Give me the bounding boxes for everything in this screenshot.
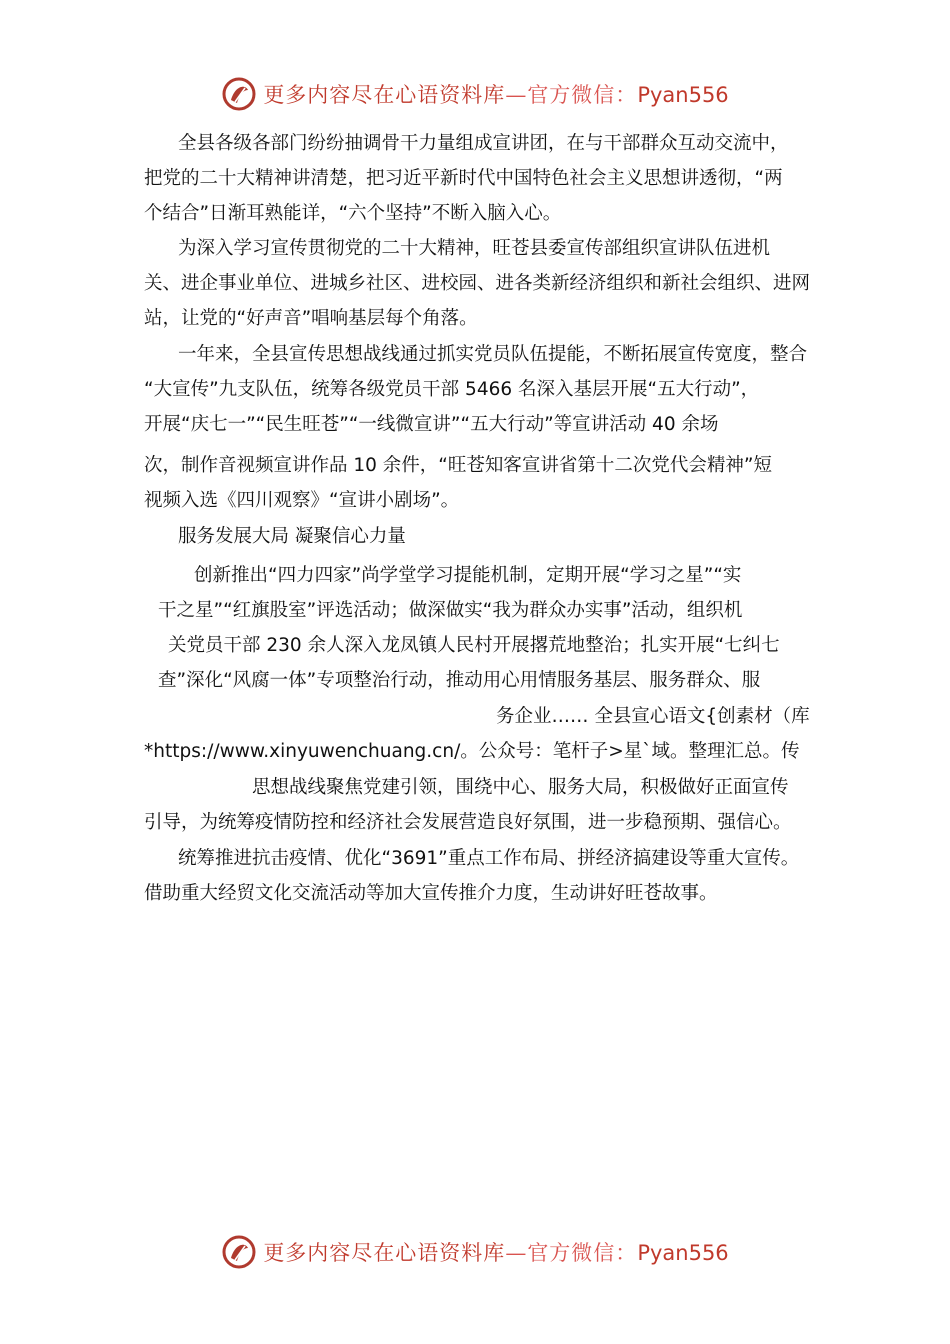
text-line: 借助重大经贸文化交流活动等加大宣传推介力度，生动讲好旺苍故事。	[144, 883, 718, 904]
footer-part2: —官方微信：	[505, 1241, 638, 1265]
seal-logo-icon	[221, 1234, 257, 1270]
section-heading: 服务发展大局 凝聚信心力量	[178, 526, 406, 547]
text-line: 为深入学习宣传贯彻党的二十大精神，旺苍县委宣传部组织宣讲队伍进机	[178, 238, 771, 259]
header-banner	[0, 72, 950, 116]
header-part1: 更多内容尽在心语资料库	[263, 83, 506, 107]
footer-wechat-id: Pyan556	[637, 1241, 729, 1265]
text-line: 统筹推进抗击疫情、优化“3691”重点工作布局、拼经济搞建设等重大宣传。	[178, 848, 800, 869]
text-line: 开展“庆七一”“民生旺苍”“一线微宣讲”“五大行动”等宣讲活动 40 余场	[144, 414, 719, 435]
text-line: 把党的二十大精神讲清楚，把习近平新时代中国特色社会主义思想讲透彻，“两	[144, 168, 783, 189]
text-line: 关党员干部 230 余人深入龙凤镇人民村开展撂荒地整治；扎实开展“七纠七	[168, 635, 780, 656]
header-text	[263, 79, 728, 109]
footer-part1: 更多内容尽在心语资料库	[263, 1241, 506, 1265]
footer-text	[263, 1237, 728, 1267]
text-line: 视频入选《四川观察》“宣讲小剧场”。	[144, 490, 460, 511]
seal-logo-icon	[221, 76, 257, 112]
text-line: 查”深化“风腐一体”专项整治行动，推动用心用情服务基层、服务群众、服	[158, 670, 761, 691]
text-line: “大宣传”九支队伍，统筹各级党员干部 5466 名深入基层开展“五大行动”，	[144, 379, 760, 400]
text-line: 一年来，全县宣传思想战线通过抓实党员队伍提能，不断拓展宣传宽度，整合	[178, 344, 808, 365]
text-line: 引导，为统筹疫情防控和经济社会发展营造良好氛围，进一步稳预期、强信心。	[144, 812, 792, 833]
text-line: *https://www.xinyuwenchuang.cn/。公众号：笔杆子>星`域。整理汇总。传	[144, 741, 800, 762]
text-line: 创新推出“四力四家”尚学堂学习提能机制，定期开展“学习之星”“实	[194, 565, 742, 586]
text-line: 务企业…… 全县宣心语文{创素材（库	[496, 706, 810, 727]
header-part2: —官方微信：	[505, 83, 638, 107]
footer-banner	[0, 1230, 950, 1274]
header-wechat-id: Pyan556	[637, 83, 729, 107]
text-line: 全县各级各部门纷纷抽调骨干力量组成宣讲团，在与干部群众互动交流中，	[178, 133, 789, 154]
text-line: 站，让党的“好声音”唱响基层每个角落。	[144, 308, 478, 329]
text-line: 关、进企事业单位、进城乡社区、进校园、进各类新经济组织和新社会组织、进网	[144, 273, 811, 294]
text-line: 个结合”日渐耳熟能详，“六个坚持”不断入脑入心。	[144, 203, 562, 224]
text-line: 干之星”“红旗股室”评选活动；做深做实“我为群众办实事”活动，组织机	[158, 600, 743, 621]
text-line: 次，制作音视频宣讲作品 10 余件，“旺苍知客宣讲省第十二次党代会精神”短	[144, 455, 772, 476]
text-line: 思想战线聚焦党建引领，围绕中心、服务大局，积极做好正面宣传	[252, 777, 789, 798]
